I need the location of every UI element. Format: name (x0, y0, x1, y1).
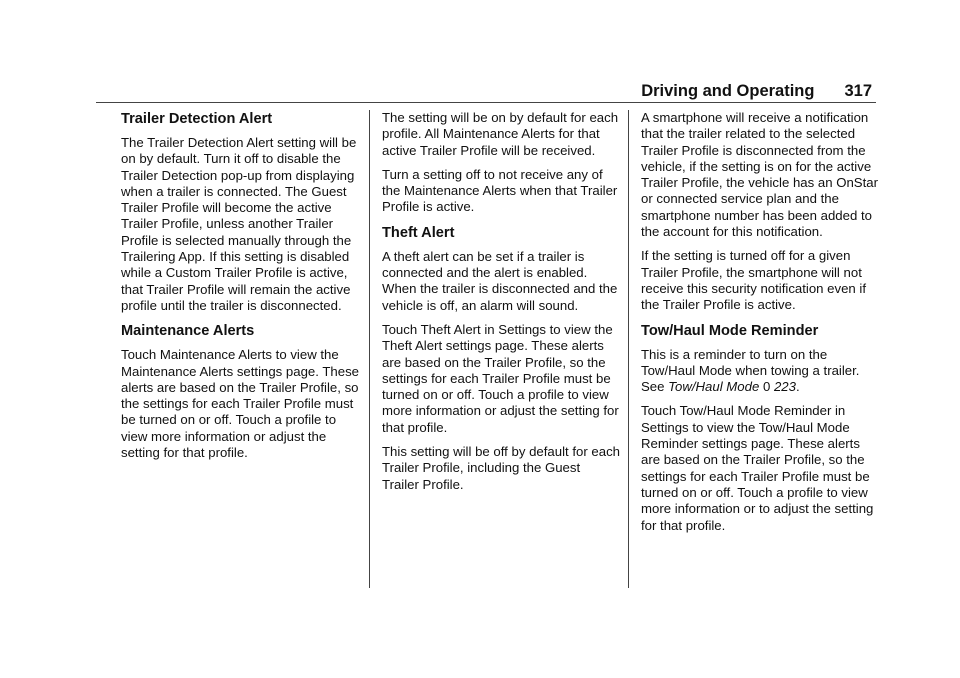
column-divider (628, 110, 629, 588)
column-3 (641, 110, 879, 542)
section-title: Driving and Operating (641, 82, 815, 100)
heading-tow-haul-mode-reminder: Tow/Haul Mode Reminder (641, 322, 819, 339)
column-divider (369, 110, 370, 588)
running-head (641, 82, 872, 101)
paragraph-text: . (795, 379, 800, 395)
paragraph: Turn a setting off to not receive any of the Maintenance Alerts when that Trailer Profile is active. (382, 166, 618, 215)
paragraph: The Trailer Detection Alert setting will be on by default. Turn it off to disable the Trailer Detection pop-up from displaying when a trailer is connected. The Guest Trailer Profile will become the active Trailer Profile, unless another Trailer Profile is selected manually through the Trailering App. If this setting is disabled while a Custom Trailer Profile is active, that Trailer Profile will remain the active profile until the trailer is disconnected. (121, 135, 357, 313)
paragraph: A theft alert can be set if a trailer is connected and the alert is enabled. When the trailer is disconnected and the vehicle is off, an alarm will sound. (382, 248, 618, 313)
heading-maintenance-alerts: Maintenance Alerts (121, 323, 255, 340)
heading-theft-alert: Theft Alert (382, 224, 455, 241)
paragraph-text: This is a reminder to turn on the Tow/Haul Mode when towing a trailer. See (641, 346, 860, 395)
page-reference-arrow-icon: 0 (762, 379, 771, 395)
cross-reference-page: 223 (773, 379, 796, 395)
page-number: 317 (844, 82, 872, 100)
column-2 (382, 110, 620, 501)
paragraph: This setting will be off by default for each Trailer Profile, including the Guest Trailer Profile. (382, 444, 620, 492)
cross-reference-title: Tow/Haul Mode (668, 379, 760, 395)
column-1 (121, 110, 359, 469)
paragraph: Touch Theft Alert in Settings to view the Theft Alert settings page. These alerts are based on the Trailer Profile, so the settings for each Trailer Profile must be turned on or off. Touch a profile to view more information or adjust the setting for that profile. (382, 321, 619, 435)
paragraph: Touch Tow/Haul Mode Reminder in Settings to view the Tow/Haul Mode Reminder settings page. These alerts are based on the Trailer Profile, so the settings for each Trailer Profile must be turned on or off. Touch a profile to view more information or to adjust the setting for that profile. (641, 403, 874, 533)
paragraph: Touch Maintenance Alerts to view the Maintenance Alerts settings page. These alerts are based on the Trailer Profile, so the settings for each Trailer Profile must be turned on or off. Touch a profile to view more information or adjust the setting for that profile. (121, 347, 360, 461)
header-rule (96, 102, 876, 103)
paragraph-with-cross-reference (641, 347, 879, 396)
paragraph: If the setting is turned off for a given Trailer Profile, the smartphone will not receive this security notification even if the Trailer Profile is active. (641, 248, 867, 313)
paragraph: A smartphone will receive a notification that the trailer related to the selected Trailer Profile is disconnected from the vehicle, if the setting is on for the active Trailer Profile, the vehicle has an OnStar or connected service plan and the smartphone number has been added to the account for this notification. (641, 110, 878, 240)
cross-reference-link[interactable] (668, 379, 796, 394)
paragraph: The setting will be on by default for each profile. All Maintenance Alerts for that active Trailer Profile will be received. (382, 110, 619, 158)
heading-trailer-detection-alert: Trailer Detection Alert (121, 111, 273, 127)
